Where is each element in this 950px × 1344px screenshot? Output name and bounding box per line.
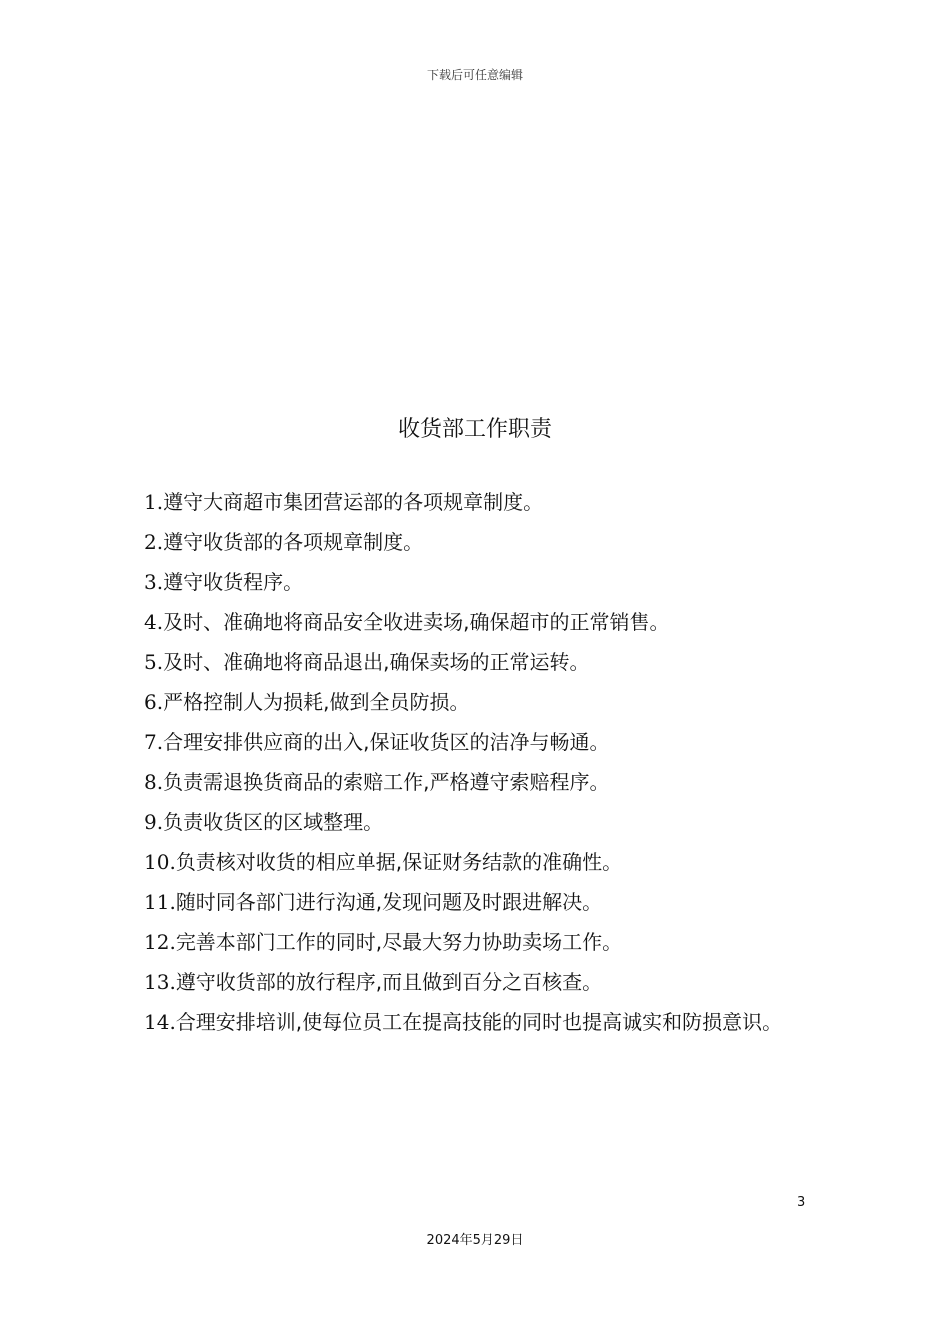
item-number: 14. bbox=[144, 1010, 176, 1034]
item-number: 4. bbox=[144, 610, 164, 634]
list-item bbox=[144, 682, 814, 722]
item-text: 负责核对收货的相应单据,保证财务结款的准确性。 bbox=[175, 850, 623, 874]
item-text: 遵守收货部的放行程序,而且做到百分之百核查。 bbox=[175, 970, 603, 994]
document-title: 收货部工作职责 bbox=[397, 417, 552, 442]
list-item bbox=[144, 722, 814, 762]
item-text: 负责需退换货商品的索赔工作,严格遵守索赔程序。 bbox=[163, 770, 610, 794]
item-text: 合理安排培训,使每位员工在提高技能的同时也提高诚实和防损意识。 bbox=[175, 1010, 783, 1034]
list-item bbox=[144, 482, 814, 522]
item-number: 8. bbox=[144, 770, 164, 794]
item-text: 及时、准确地将商品安全收进卖场,确保超市的正常销售。 bbox=[163, 610, 670, 634]
list-item bbox=[144, 842, 814, 882]
list-item bbox=[144, 1002, 814, 1042]
list-item bbox=[144, 882, 814, 922]
header-note: 下载后可任意编辑 bbox=[426, 68, 523, 82]
item-text: 遵守收货程序。 bbox=[163, 570, 304, 594]
item-number: 5. bbox=[144, 650, 164, 674]
item-number: 3. bbox=[144, 570, 164, 594]
footer-date: 2024年5月29日 bbox=[426, 1233, 524, 1248]
item-number: 13. bbox=[144, 970, 176, 994]
list-item bbox=[144, 562, 814, 602]
item-number: 11. bbox=[144, 890, 176, 914]
item-text: 负责收货区的区域整理。 bbox=[163, 810, 384, 834]
item-number: 1. bbox=[144, 490, 164, 514]
item-text: 完善本部门工作的同时,尽最大努力协助卖场工作。 bbox=[175, 930, 623, 954]
page-number: 3 bbox=[797, 1195, 806, 1210]
item-text: 合理安排供应商的出入,保证收货区的洁净与畅通。 bbox=[163, 730, 610, 754]
item-number: 10. bbox=[144, 850, 176, 874]
item-text: 严格控制人为损耗,做到全员防损。 bbox=[163, 690, 470, 714]
item-number: 9. bbox=[144, 810, 164, 834]
list-item bbox=[144, 922, 814, 962]
item-text: 遵守收货部的各项规章制度。 bbox=[163, 530, 424, 554]
item-number: 7. bbox=[144, 730, 164, 754]
list-item bbox=[144, 802, 814, 842]
item-number: 6. bbox=[144, 690, 164, 714]
list-item bbox=[144, 762, 814, 802]
list-item bbox=[144, 602, 814, 642]
item-number: 12. bbox=[144, 930, 176, 954]
item-text: 及时、准确地将商品退出,确保卖场的正常运转。 bbox=[163, 650, 590, 674]
duty-list bbox=[144, 482, 814, 1042]
list-item bbox=[144, 642, 814, 682]
item-text: 随时同各部门进行沟通,发现问题及时跟进解决。 bbox=[175, 890, 603, 914]
list-item bbox=[144, 962, 814, 1002]
item-text: 遵守大商超市集团营运部的各项规章制度。 bbox=[163, 490, 544, 514]
list-item bbox=[144, 522, 814, 562]
item-number: 2. bbox=[144, 530, 164, 554]
